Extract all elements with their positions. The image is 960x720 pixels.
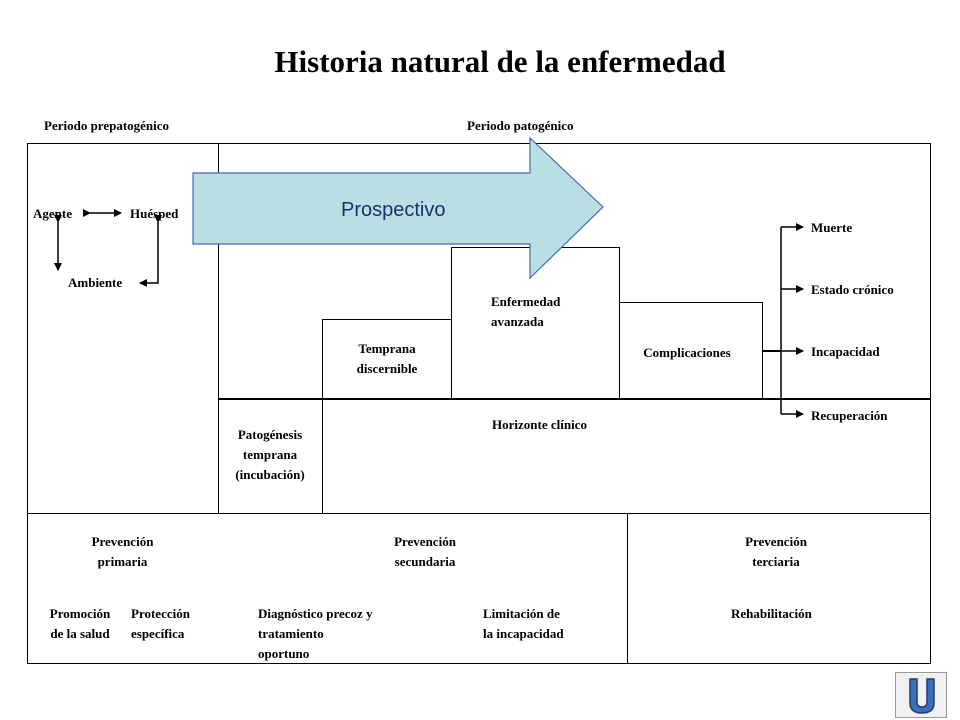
prevention-early-diagnosis-line-1: Diagnóstico precoz y	[258, 606, 373, 621]
prevention-specific-protection	[131, 604, 190, 644]
triad-agent-label: Agente	[33, 206, 72, 221]
prevention-early-diagnosis-line-3: oportuno	[258, 646, 310, 661]
prevention-primary-title	[27, 532, 218, 572]
prevention-primary-title-line-2: primaria	[97, 554, 148, 569]
clinical-horizon-label: Horizonte clínico	[492, 417, 587, 432]
prevention-secondary-title-line-1: Prevención	[394, 534, 456, 549]
outcome-death-label: Muerte	[811, 220, 853, 235]
prevention-disability-limitation-line-2: la incapacidad	[483, 626, 564, 641]
triad-host-label: Huésped	[130, 206, 179, 221]
u-turn-back-icon	[896, 673, 948, 719]
prevention-early-diagnosis	[258, 604, 373, 664]
prevention-disability-limitation	[483, 604, 564, 644]
return-button[interactable]	[895, 672, 947, 718]
prevention-rehabilitation: Rehabilitación	[731, 606, 812, 621]
prevention-health-promotion-line-2: de la salud	[50, 626, 110, 641]
period-pathogenic-label: Periodo patogénico	[467, 118, 574, 133]
prevention-secondary-title	[325, 532, 525, 572]
prevention-tertiary-title	[676, 532, 876, 572]
prevention-specific-protection-line-1: Protección	[131, 606, 190, 621]
stage-early-pathogenesis-line-2: temprana	[242, 447, 298, 462]
stage-early-pathogenesis-line-3: (incubación)	[235, 467, 305, 482]
prevention-tertiary-title-line-1: Prevención	[745, 534, 807, 549]
prevention-primary-title-line-1: Prevención	[91, 534, 154, 549]
host-environment-arrow	[140, 222, 158, 283]
stage-early-pathogenesis-label	[218, 425, 322, 485]
prevention-health-promotion	[36, 604, 124, 644]
prevention-disability-limitation-line-1: Limitación de	[483, 606, 560, 621]
stage-advanced-line-2: avanzada	[491, 314, 544, 329]
stage-complications-label: Complicaciones	[643, 345, 731, 360]
prevention-secondary-title-line-2: secundaria	[394, 554, 456, 569]
stage-early-pathogenesis-line-1: Patogénesis	[237, 427, 303, 442]
outcome-chronic-label: Estado crónico	[811, 282, 894, 297]
stage-early-discernible-label	[322, 339, 452, 379]
prospective-arrow-label: Prospectivo	[341, 199, 446, 221]
outcome-recovery-label: Recuperación	[811, 408, 888, 423]
prevention-health-promotion-line-1: Promoción	[49, 606, 111, 621]
stage-early-discernible-line-2: discernible	[356, 361, 418, 376]
stage-advanced-label	[491, 292, 560, 332]
prevention-specific-protection-line-2: específica	[131, 626, 185, 641]
triad-environment-label: Ambiente	[68, 275, 123, 290]
period-prepatogenic-label: Periodo prepatogénico	[44, 118, 170, 133]
outcome-disability-label: Incapacidad	[811, 344, 880, 359]
prevention-early-diagnosis-line-2: tratamiento	[258, 626, 324, 641]
stage-advanced-line-1: Enfermedad	[491, 294, 561, 309]
prevention-tertiary-title-line-2: terciaria	[752, 554, 800, 569]
page-title: Historia natural de la enfermedad	[274, 44, 726, 79]
stage-early-discernible-line-1: Temprana	[358, 341, 416, 356]
